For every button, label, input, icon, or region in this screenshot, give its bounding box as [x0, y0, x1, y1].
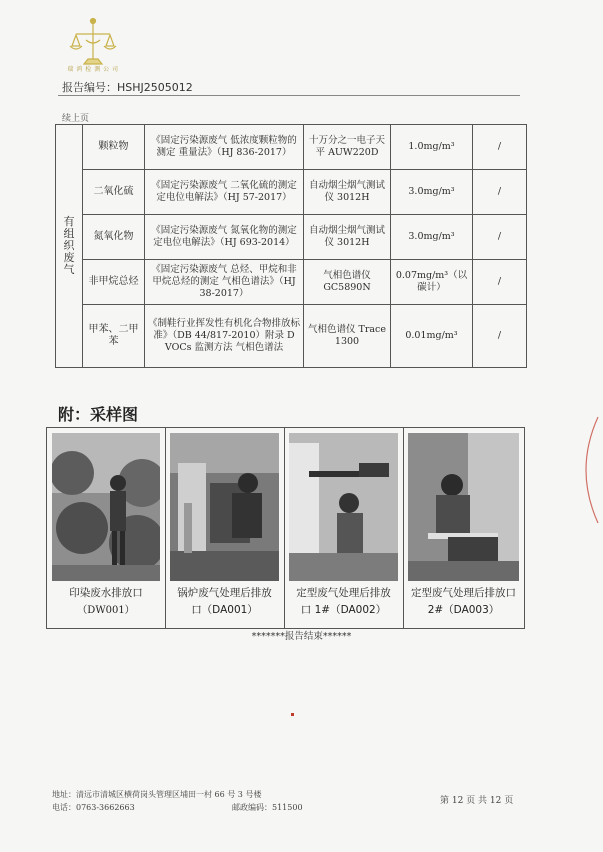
page-number: 第 12 页 共 12 页: [440, 796, 514, 806]
appendix-title: 附：采样图: [58, 405, 139, 424]
table-row: [56, 260, 527, 305]
item-cell: 颗粒物: [83, 125, 145, 170]
category-cell: 有组织废气: [56, 125, 83, 368]
instrument-cell: 自动烟尘烟气测试仪 3012H: [304, 170, 391, 215]
instrument-cell: 气相色谱仪 Trace 1300: [304, 305, 391, 368]
item-cell: 氮氧化物: [83, 215, 145, 260]
instrument-cell: 十万分之一电子天平 AUW220D: [304, 125, 391, 170]
red-stamp-edge-icon: [568, 415, 603, 525]
photo-caption: 锅炉废气处理后排放 口（DA001）: [177, 587, 272, 616]
sampling-photo-dw001: [52, 433, 160, 581]
method-cell: 《固定污染源废气 氮氧化物的测定 定电位电解法》（HJ 693-2014）: [145, 215, 304, 260]
note-cell: /: [473, 260, 527, 305]
item-cell: 非甲烷总烃: [83, 260, 145, 305]
report-end-mark: *******报告结束******: [251, 631, 352, 642]
limit-cell: 0.07mg/m³（以碳计）: [391, 260, 473, 305]
sampling-photo-da003: [408, 433, 519, 581]
note-cell: /: [473, 170, 527, 215]
red-dot-mark: [291, 713, 294, 716]
photo-cell: [165, 428, 285, 628]
limit-cell: 0.01mg/m³: [391, 305, 473, 368]
note-cell: /: [473, 215, 527, 260]
note-cell: /: [473, 305, 527, 368]
instrument-cell: 自动烟尘烟气测试仪 3012H: [304, 215, 391, 260]
item-cell: 甲苯、二甲苯: [83, 305, 145, 368]
sampling-photos-grid: [46, 427, 525, 629]
report-number: 报告编号：HSHJ2505012: [62, 81, 193, 94]
table-row: [56, 215, 527, 260]
method-cell: 《制鞋行业挥发性有机化合物排放标准》（DB 44/817-2010）附录 D VOCs 监测方法 气相色谱法: [145, 305, 304, 368]
method-cell: 《固定污染源废气 二氧化硫的测定 定电位电解法》（HJ 57-2017）: [145, 170, 304, 215]
method-cell: 《固定污染源废气 低浓度颗粒物的测定 重量法》（HJ 836-2017）: [145, 125, 304, 170]
table-row: [56, 170, 527, 215]
table-row: [56, 305, 527, 368]
note-cell: /: [473, 125, 527, 170]
table-row: [56, 125, 527, 170]
limit-cell: 1.0mg/m³: [391, 125, 473, 170]
photo-caption: 定型废气处理后排放 口 1#（DA002）: [296, 587, 391, 616]
continued-label: 续上页: [62, 114, 90, 124]
photo-cell: [284, 428, 404, 628]
photo-caption: 定型废气处理后排放口 2#（DA003）: [411, 587, 516, 616]
footer-address: 地址：清远市清城区横荷岗头管理区埔田一村 66 号 3 号楼: [52, 790, 262, 799]
photo-cell: [403, 428, 524, 628]
photo-caption: 印染废水排放口 （DW001）: [69, 587, 143, 616]
photo-cell: [47, 428, 166, 628]
instrument-cell: 气相色谱仪 GC5890N: [304, 260, 391, 305]
method-cell: 《固定污染源废气 总烃、甲烷和非甲烷总烃的测定 气相色谱法》（HJ 38-2017）: [145, 260, 304, 305]
logo-text: 瑞 鸿 检 测 公 司: [67, 66, 119, 73]
item-cell: 二氧化硫: [83, 170, 145, 215]
footer-phone: 电话：0763-3662663: [52, 803, 135, 812]
limit-cell: 3.0mg/m³: [391, 170, 473, 215]
sampling-photo-da001: [170, 433, 279, 581]
header-rule: [58, 95, 520, 96]
methods-table: [55, 124, 527, 368]
sampling-photo-da002: [289, 433, 398, 581]
limit-cell: 3.0mg/m³: [391, 215, 473, 260]
footer-postcode: 邮政编码：511500: [232, 803, 303, 812]
